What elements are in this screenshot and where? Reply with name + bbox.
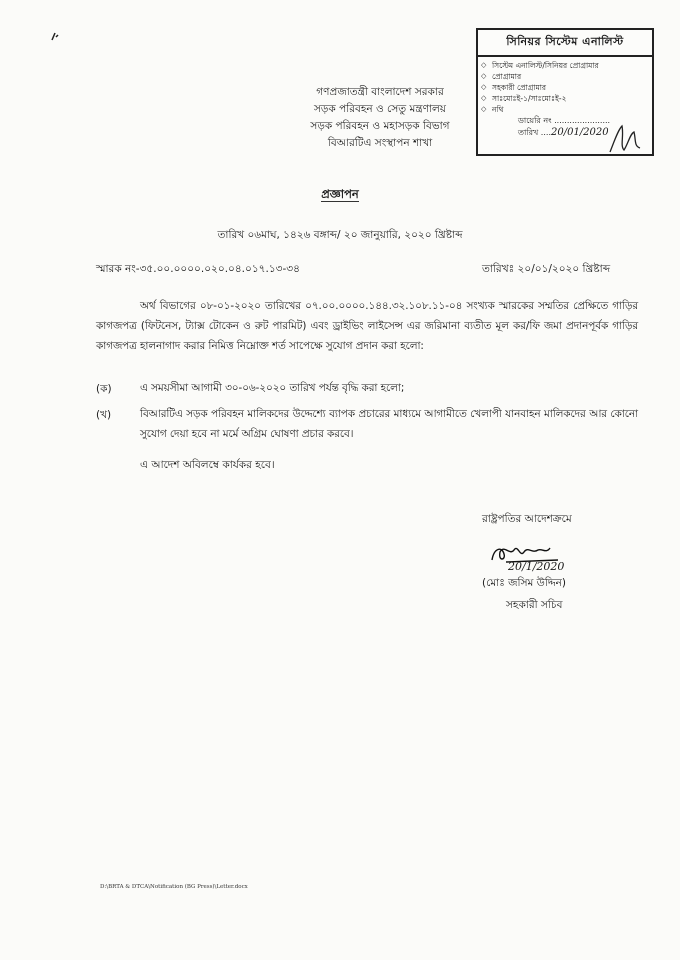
memo-date: তারিখঃ ২০/০১/২০২০ খ্রিষ্টাব্দ: [482, 263, 611, 275]
signature-date: 20/1/2020: [508, 560, 565, 573]
letterhead-line: সড়ক পরিবহন ও মহাসড়ক বিভাগ: [310, 120, 450, 132]
stamp-date-label: তারিখ: [518, 128, 539, 137]
officer-name: (মোঃ জসিম উদ্দিন): [482, 577, 566, 589]
memo-number: স্মারক নং-৩৫.০০.০০০০.০২০.০৪.০১৭.১৩-৩৪: [96, 263, 300, 275]
stamp-item: ◇ নথি: [478, 104, 652, 115]
issue-date-line: তারিখ ০৬মাঘ, ১৪২৬ বঙ্গাব্দ/ ২০ জানুয়ারি, ২০২০ খ্রিষ্টাব্দ: [217, 229, 463, 241]
letterhead-line: গণপ্রজাতন্ত্রী বাংলাদেশ সরকার: [316, 86, 444, 98]
stamp-diary-label: ডায়েরি নং: [518, 116, 552, 125]
stamp-title: সিনিয়র সিস্টেম এনালিস্ট: [478, 30, 652, 57]
document-title-text: প্রজ্ঞাপন: [321, 187, 359, 201]
item-text: এ সময়সীমা আগামী ৩০-০৬-২০২০ তারিখ পর্যন্ত বৃদ্ধি করা হলো;: [140, 382, 405, 394]
file-path-footer: D:\BRTA & DTCA\Notification (BG Press)\Letter.docx: [100, 884, 248, 890]
stamp-item: ◇ সহকারী প্রোগ্রামার: [478, 82, 652, 93]
order-line: রাষ্ট্রপতির আদেশক্রমে: [482, 513, 572, 525]
stamp-item: ◇ প্রোগ্রামার: [478, 71, 652, 82]
letterhead-line: সড়ক পরিবহন ও সেতু মন্ত্রণালয়: [314, 103, 446, 115]
letterhead: [250, 84, 510, 152]
officer-designation: সহকারী সচিব: [506, 599, 563, 611]
stamp-item: ◇ সিস্টেম এনালিস্ট/সিনিয়র প্রোগ্রামার: [478, 60, 652, 71]
letterhead-line: বিআরটিএ সংস্থাপন শাখা: [327, 137, 433, 149]
body-paragraph-text: অর্থ বিভাগের ০৮-০১-২০২০ তারিখের ০৭.০০.০০০০.১৪৪.৩২.১০৮.১১-০৪ সংখ্যক স্মারকের সম্মতির প্রেক্ষিতে গাড়ির কাগজপত্র (ফিটনেস, ট্যাক্স টোকেন ও রুট পারমিট) এবং ড্রাইভিং লাইসেন্স এর জরিমানা ব্যতীত মূল কর/ফি জমা প্রদানপূর্বক গাড়ির কাগজপত্র হালনাগাদ করার নিমিত্ত নিম্নোক্ত শর্ত সাপেক্ষে সুযোগ প্রদান করা হলো:: [96, 300, 638, 352]
item-marker: (ক): [96, 383, 112, 395]
stamp-diary: ডায়েরি নং ......................: [518, 116, 611, 125]
stamp-date: তারিখ ....20/01/2020: [518, 127, 609, 138]
item-text: বিআরটিএ সড়ক পরিবহন মালিকদের উদ্দেশ্যে ব্যাপক প্রচারের মাধ্যমে আগামীতে খেলাপী যানবাহন মালিকদের আর কোনো সুযোগ দেয়া হবে না মর্মে অগ্রিম ঘোষণা প্রচার করবে।: [140, 408, 638, 440]
stamp-item: ◇ সাঃমোঃই-১/সাঃমোঃই-২: [478, 93, 652, 104]
body-paragraph: [96, 296, 638, 356]
document-title: [0, 186, 680, 205]
item-marker: (খ): [96, 409, 112, 421]
stamp-date-value: 20/01/2020: [550, 127, 609, 138]
stamp-signature-icon: [604, 122, 644, 160]
closing-line: এ আদেশ অবিলম্বে কার্যকর হবে।: [140, 459, 275, 471]
pen-mark: [46, 30, 66, 48]
